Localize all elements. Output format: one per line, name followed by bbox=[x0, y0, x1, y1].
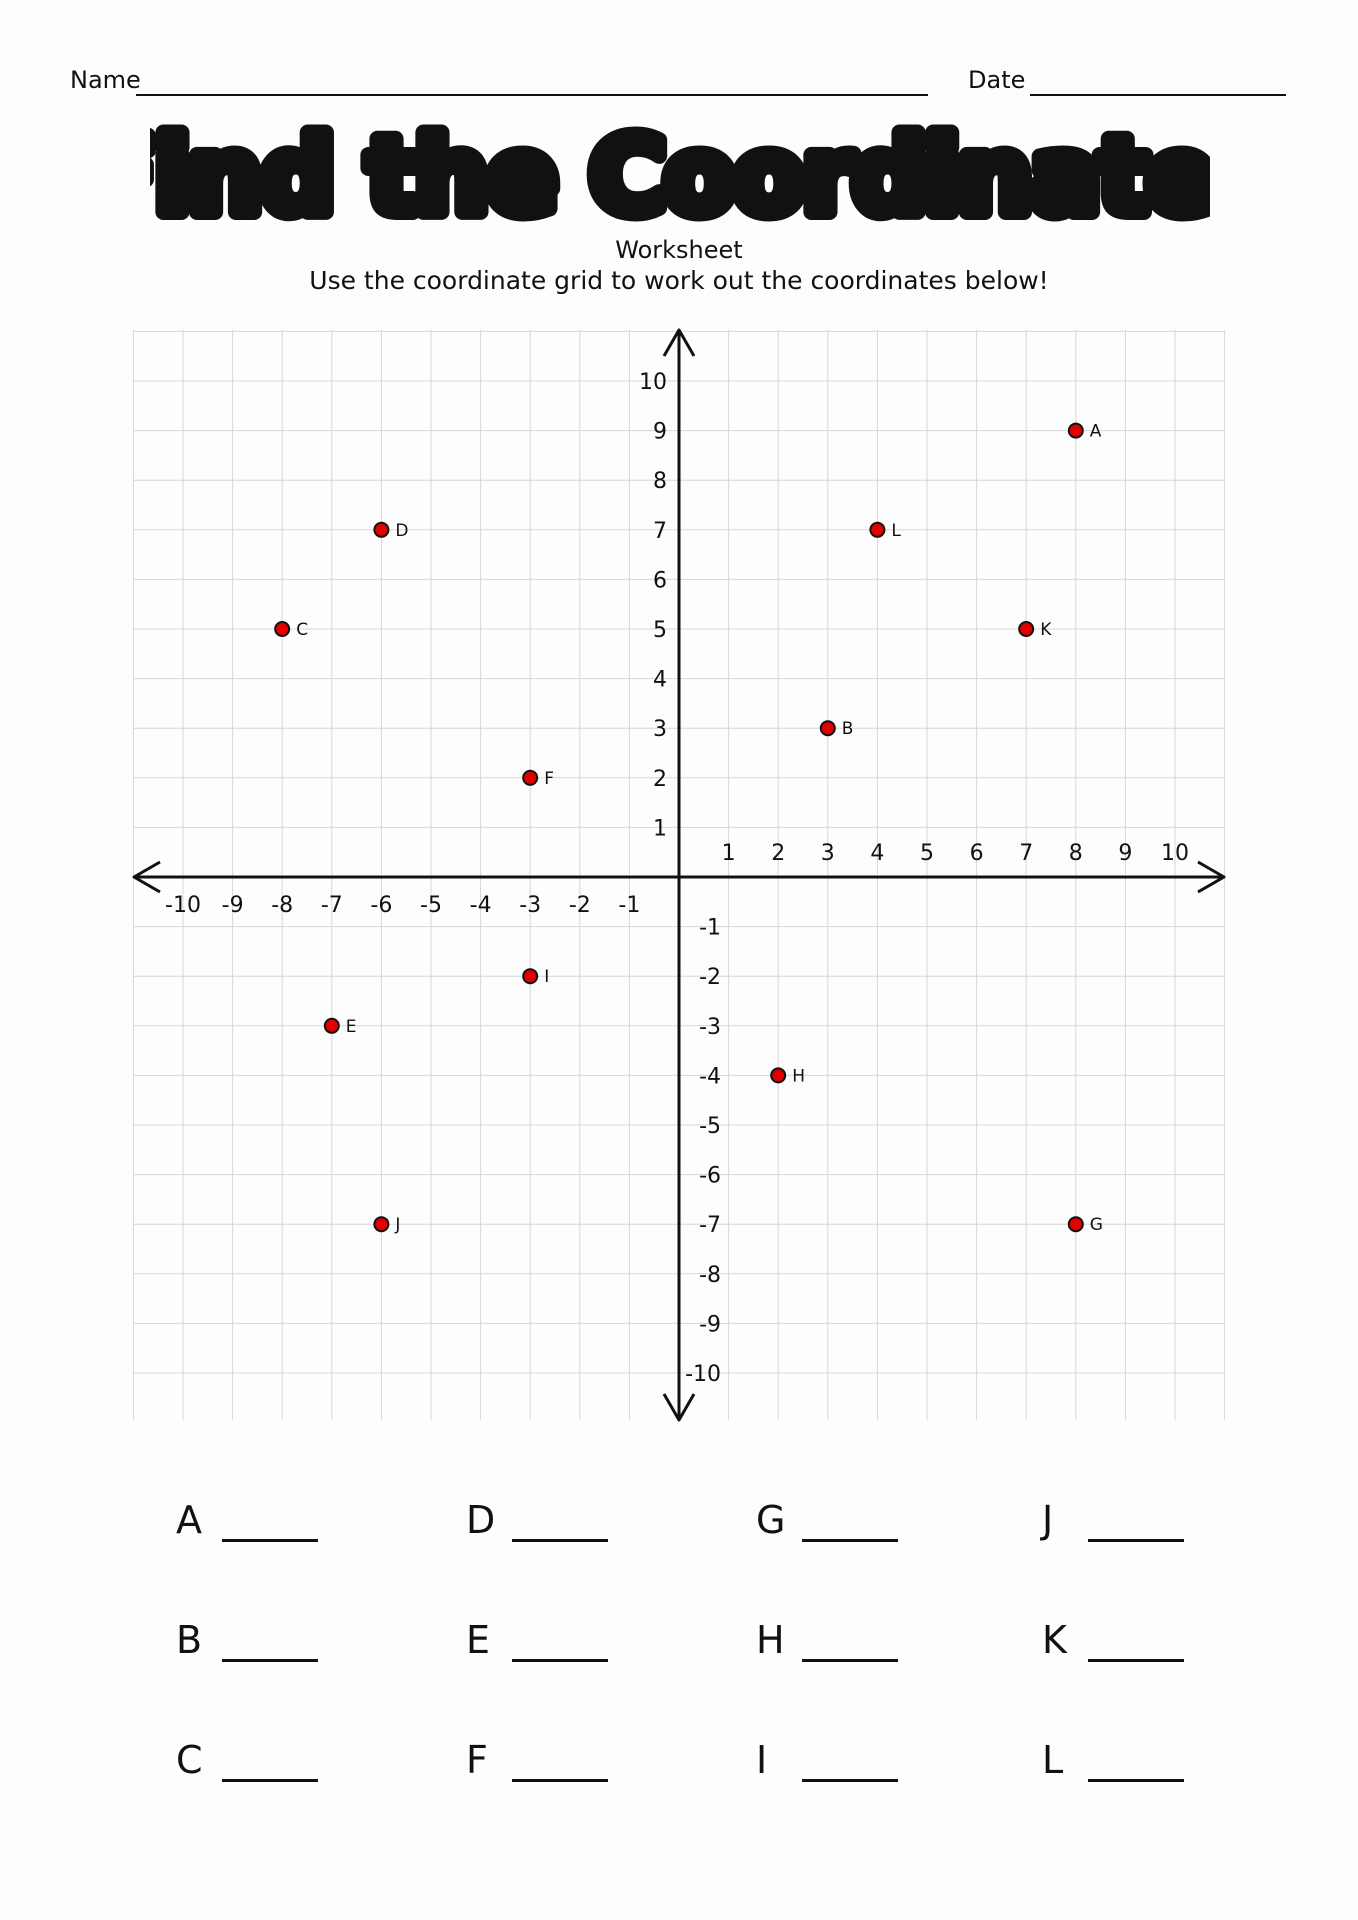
date-label: Date bbox=[968, 66, 1026, 94]
answer-blank[interactable] bbox=[802, 1515, 898, 1542]
point-label-d: D bbox=[395, 520, 409, 541]
y-tick-label: 2 bbox=[653, 766, 667, 792]
point-l bbox=[870, 523, 884, 537]
point-e bbox=[325, 1019, 339, 1033]
answer-blank[interactable] bbox=[512, 1755, 608, 1782]
name-label: Name bbox=[70, 66, 141, 94]
answer-letter: H bbox=[756, 1618, 785, 1662]
y-tick-label: 1 bbox=[653, 816, 667, 842]
answer-blank[interactable] bbox=[1088, 1755, 1184, 1782]
x-tick-label: -10 bbox=[165, 893, 201, 918]
answer-j bbox=[1042, 1498, 1184, 1542]
answer-blank[interactable] bbox=[222, 1755, 318, 1782]
answer-blank[interactable] bbox=[222, 1515, 318, 1542]
answer-blank[interactable] bbox=[802, 1755, 898, 1782]
point-label-b: B bbox=[841, 719, 854, 740]
x-tick-label: -6 bbox=[370, 893, 393, 918]
y-tick-label: -8 bbox=[699, 1262, 721, 1288]
y-tick-label: 9 bbox=[653, 419, 667, 445]
x-tick-label: -1 bbox=[618, 893, 641, 918]
answer-blank[interactable] bbox=[512, 1515, 608, 1542]
answer-blank[interactable] bbox=[1088, 1515, 1184, 1542]
answer-letter: A bbox=[176, 1498, 202, 1542]
x-tick-label: -5 bbox=[420, 893, 442, 918]
answer-blank[interactable] bbox=[512, 1635, 608, 1662]
y-tick-label: 10 bbox=[639, 370, 667, 395]
x-tick-label: 1 bbox=[721, 841, 736, 866]
answer-c bbox=[176, 1738, 318, 1782]
answer-b bbox=[176, 1618, 318, 1662]
point-label-l: L bbox=[891, 520, 901, 541]
point-label-c: C bbox=[296, 620, 309, 640]
x-tick-label: 8 bbox=[1068, 841, 1083, 866]
answer-h bbox=[756, 1618, 898, 1662]
answer-section bbox=[176, 1498, 1276, 1798]
x-tick-label: -8 bbox=[271, 893, 294, 918]
x-tick-label: 2 bbox=[771, 841, 786, 866]
answer-k bbox=[1042, 1618, 1184, 1662]
answer-letter: E bbox=[466, 1618, 491, 1662]
y-tick-label: -10 bbox=[685, 1362, 721, 1387]
answer-e bbox=[466, 1618, 608, 1662]
x-tick-label: 5 bbox=[920, 841, 934, 866]
answer-letter: B bbox=[176, 1618, 203, 1662]
answer-letter: J bbox=[1042, 1498, 1054, 1542]
y-tick-label: -3 bbox=[699, 1014, 721, 1040]
y-tick-label: -9 bbox=[699, 1312, 721, 1338]
point-i bbox=[523, 969, 537, 983]
answer-blank[interactable] bbox=[222, 1635, 318, 1662]
point-a bbox=[1069, 424, 1083, 438]
x-tick-label: -3 bbox=[519, 893, 542, 918]
point-k bbox=[1019, 622, 1033, 636]
subtitle: Worksheet bbox=[615, 236, 743, 264]
answer-a bbox=[176, 1498, 318, 1542]
point-label-i: I bbox=[544, 967, 550, 988]
x-tick-label: -9 bbox=[221, 893, 244, 918]
answer-l bbox=[1042, 1738, 1184, 1782]
y-tick-label: 5 bbox=[653, 618, 667, 643]
y-tick-label: -4 bbox=[699, 1064, 721, 1090]
x-tick-label: 9 bbox=[1118, 841, 1133, 866]
point-g bbox=[1069, 1217, 1083, 1231]
x-tick-label: 3 bbox=[820, 841, 835, 866]
point-b bbox=[821, 721, 835, 735]
page-title-text: ind the Coordinates bbox=[154, 115, 1210, 237]
answer-letter: L bbox=[1042, 1738, 1064, 1782]
point-j bbox=[374, 1217, 388, 1231]
y-tick-label: -2 bbox=[699, 965, 721, 991]
point-label-h: H bbox=[792, 1066, 805, 1087]
answer-letter: I bbox=[756, 1738, 768, 1782]
x-tick-label: -7 bbox=[320, 893, 343, 918]
answer-letter: F bbox=[466, 1738, 488, 1782]
instructions: Use the coordinate grid to work out the coordinates below! bbox=[309, 266, 1049, 295]
answer-letter: C bbox=[176, 1738, 203, 1782]
answer-blank[interactable] bbox=[802, 1635, 898, 1662]
answer-letter: D bbox=[466, 1498, 496, 1542]
point-label-j: J bbox=[395, 1215, 401, 1236]
y-tick-label: 3 bbox=[653, 717, 667, 743]
answer-g bbox=[756, 1498, 898, 1542]
y-tick-label: 8 bbox=[653, 469, 667, 495]
y-tick-label: -1 bbox=[699, 915, 721, 941]
svg-text:Find the Coordinates: ind the Coordinates bbox=[154, 115, 1210, 237]
x-tick-label: -2 bbox=[568, 893, 591, 918]
y-tick-label: 4 bbox=[653, 667, 667, 693]
x-tick-label: 7 bbox=[1019, 841, 1034, 866]
x-tick-label: 10 bbox=[1161, 841, 1189, 866]
y-tick-label: -7 bbox=[699, 1213, 721, 1239]
x-tick-label: 6 bbox=[969, 841, 984, 866]
answer-i bbox=[756, 1738, 898, 1782]
point-label-k: K bbox=[1040, 620, 1052, 640]
point-c bbox=[275, 622, 289, 636]
x-tick-label: -4 bbox=[469, 893, 492, 918]
x-tick-label: 4 bbox=[870, 841, 885, 866]
point-label-f: F bbox=[544, 768, 554, 789]
y-tick-label: -5 bbox=[699, 1114, 721, 1139]
y-tick-label: 7 bbox=[653, 518, 667, 544]
answer-letter: K bbox=[1042, 1618, 1067, 1662]
answer-d bbox=[466, 1498, 608, 1542]
point-label-g: G bbox=[1089, 1215, 1103, 1236]
y-tick-label: -6 bbox=[699, 1163, 721, 1189]
answer-blank[interactable] bbox=[1088, 1635, 1184, 1662]
point-h bbox=[771, 1068, 785, 1082]
point-d bbox=[374, 523, 388, 537]
answer-letter: G bbox=[756, 1498, 786, 1542]
point-f bbox=[523, 771, 537, 785]
y-tick-label: 6 bbox=[653, 568, 667, 594]
answer-f bbox=[466, 1738, 608, 1782]
point-label-a: A bbox=[1089, 421, 1102, 442]
point-label-e: E bbox=[345, 1016, 357, 1037]
